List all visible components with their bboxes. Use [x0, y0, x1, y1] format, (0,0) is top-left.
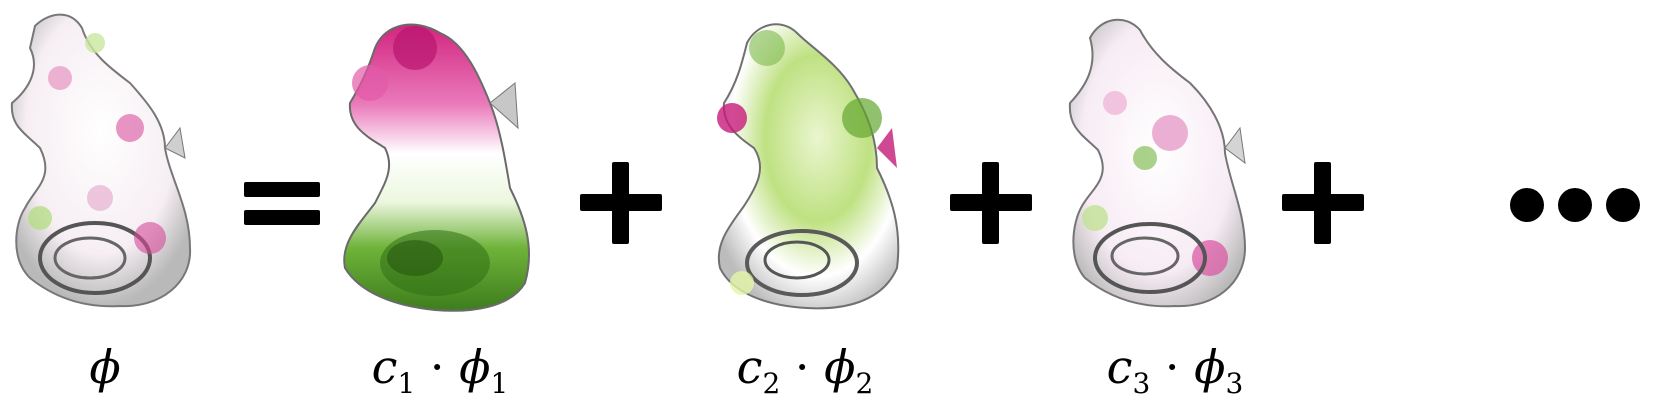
- ellipsis-icon: [1510, 188, 1640, 224]
- label-c2-phi2: $c_2 \cdot \phi_2$: [736, 340, 874, 401]
- protein-surface-icon: [1060, 8, 1270, 323]
- surface-phi: [0, 8, 210, 323]
- protein-surface-icon: [0, 8, 210, 323]
- equals-sign: [236, 160, 326, 240]
- plus-sign-3: [1282, 162, 1364, 244]
- protein-surface-icon: [340, 8, 550, 323]
- protein-surface-icon: [712, 8, 922, 323]
- plus-sign-1: [580, 162, 662, 244]
- surface-phi-2: [712, 8, 922, 323]
- plus-sign-2: [950, 162, 1032, 244]
- surface-phi-1: [340, 8, 550, 323]
- label-c1-phi1: $c_1 \cdot \phi_1$: [371, 340, 509, 401]
- label-c3-phi3: $c_3 \cdot \phi_3$: [1106, 340, 1244, 401]
- surface-phi-3: [1060, 8, 1270, 323]
- label-phi: ϕ: [89, 340, 121, 394]
